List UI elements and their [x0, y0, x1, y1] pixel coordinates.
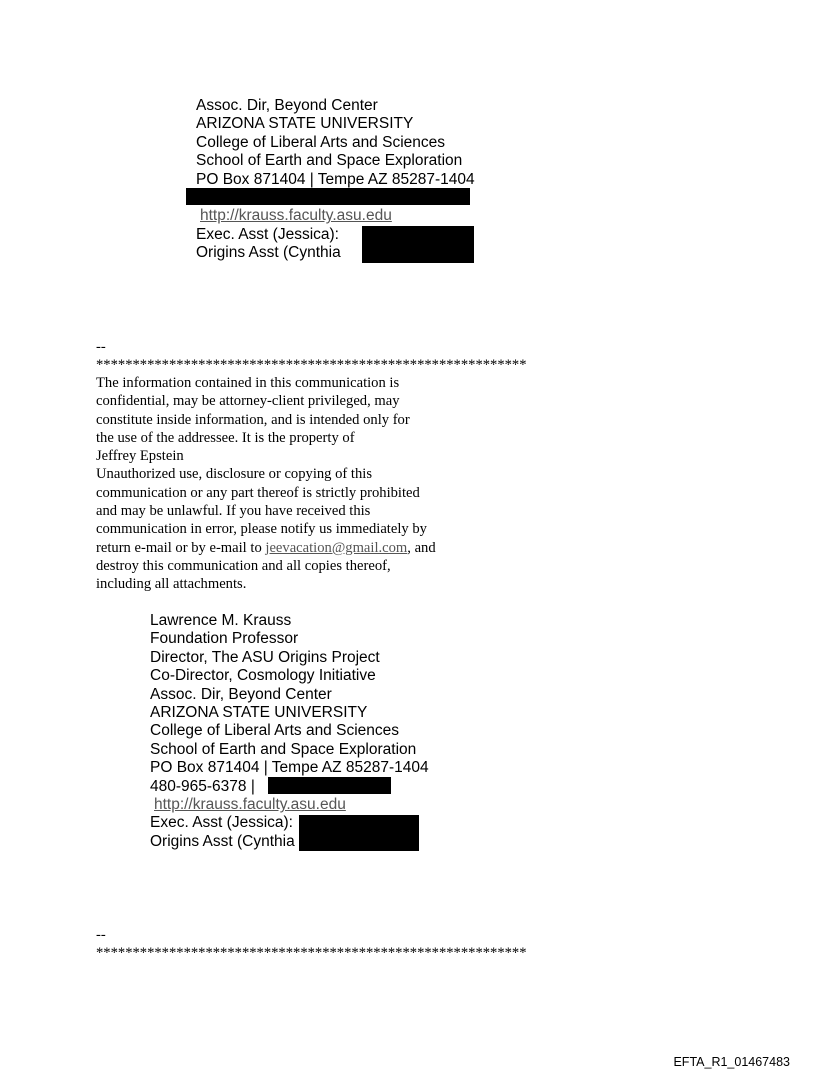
disclaimer-line: the use of the addressee. It is the property of: [96, 429, 355, 446]
disclaimer-line: Unauthorized use, disclosure or copying of this: [96, 466, 373, 483]
separator-stars: ***********************************************************: [96, 357, 527, 374]
disclaimer: [96, 374, 436, 594]
sig-top-url-link[interactable]: http://krauss.faculty.asu.edu: [200, 207, 392, 225]
redaction-box: [362, 226, 474, 263]
sig-bottom-line: School of Earth and Space Exploration: [150, 740, 417, 758]
disclaimer-return-suffix: , and: [407, 539, 436, 556]
sig-bottom-line: Foundation Professor: [150, 630, 299, 648]
disclaimer-line: communication in error, please notify us immediately by: [96, 521, 427, 538]
disclaimer-line: communication or any part thereof is strictly prohibited: [96, 484, 420, 501]
sig-bottom-origins-asst: Origins Asst (Cynthia: [150, 832, 295, 850]
sig-top-line-university: ARIZONA STATE UNIVERSITY: [196, 115, 414, 133]
sig-top-line-title: Assoc. Dir, Beyond Center: [196, 97, 378, 114]
sig-bottom-line: ARIZONA STATE UNIVERSITY: [150, 704, 368, 722]
sig-bottom-line: Assoc. Dir, Beyond Center: [150, 685, 332, 703]
sig-bottom-phone: 480-965-6378 |: [150, 777, 255, 795]
separator-dashes: --: [96, 339, 106, 355]
separator-top: [96, 338, 527, 375]
disclaimer-email-link[interactable]: jeevacation@gmail.com: [265, 539, 408, 556]
sig-bottom-line: College of Liberal Arts and Sciences: [150, 722, 400, 740]
disclaimer-return-prefix: return e-mail or by e-mail to: [96, 539, 266, 556]
disclaimer-line: including all attachments.: [96, 576, 247, 593]
disclaimer-line: and may be unlawful. If you have received this: [96, 503, 371, 520]
sig-bottom-name: Lawrence M. Krauss: [150, 612, 292, 629]
disclaimer-line: confidential, may be attorney-client privileged, may: [96, 393, 400, 410]
sig-bottom-exec-asst: Exec. Asst (Jessica):: [150, 814, 293, 832]
redaction-box: [268, 777, 391, 794]
disclaimer-line: destroy this communication and all copies thereof,: [96, 557, 391, 574]
separator-stars: ***********************************************************: [96, 945, 527, 962]
sig-top-line-address: PO Box 871404 | Tempe AZ 85287-1404: [196, 170, 475, 188]
redaction-box: [186, 188, 470, 205]
separator-bottom: [96, 926, 527, 963]
redaction-box: [299, 815, 419, 851]
separator-dashes: --: [96, 927, 106, 943]
disclaimer-line: constitute inside information, and is intended only for: [96, 411, 410, 428]
sig-bottom-address: PO Box 871404 | Tempe AZ 85287-1404: [150, 759, 429, 777]
document-id: EFTA_R1_01467483: [673, 1055, 790, 1069]
disclaimer-return-line: [96, 539, 436, 557]
sig-top-line-school: School of Earth and Space Exploration: [196, 152, 463, 170]
sig-top-origins-asst: Origins Asst (Cynthia: [196, 244, 341, 262]
sig-bottom-line: Director, The ASU Origins Project: [150, 648, 380, 666]
sig-bottom-url-link[interactable]: http://krauss.faculty.asu.edu: [154, 796, 346, 814]
sig-top-exec-asst: Exec. Asst (Jessica):: [196, 225, 339, 243]
disclaimer-line: The information contained in this communication is: [96, 375, 400, 391]
disclaimer-line: Jeffrey Epstein: [96, 448, 184, 465]
sig-bottom-line: Co-Director, Cosmology Initiative: [150, 667, 376, 685]
sig-top-line-college: College of Liberal Arts and Sciences: [196, 133, 446, 151]
